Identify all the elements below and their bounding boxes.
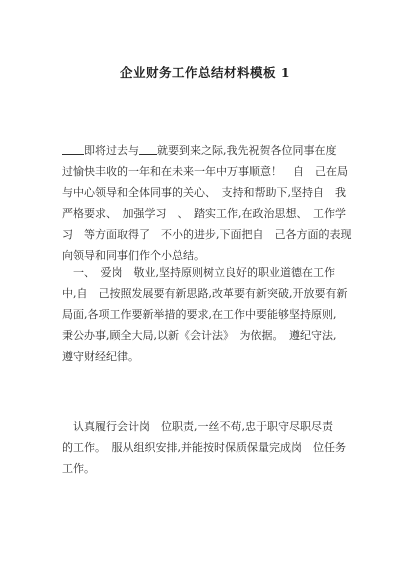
paragraph-line-3: 与中心领导和全体同事的关心、 支持和帮助下,坚持自 我: [62, 186, 346, 199]
paragraph-line-4: 秉公办事,顾全大局,以新《会计法》 为依据。 遵纪守法,: [62, 329, 337, 342]
paragraph-line-2: 中,自 己按照发展要有新思路,改革要有新突破,开放要有新: [62, 287, 348, 300]
paragraph-line-1: 一、 爱岗 敬业,坚持原则树立良好的职业道德在工作: [62, 266, 335, 279]
line-text: 就要到来之际,我先祝贺各位同事在度: [157, 144, 337, 157]
paragraph-line-6: 向领导和同事们作个小总结。: [62, 249, 205, 262]
paragraph-section-one: [62, 262, 362, 367]
fill-in-blank: [62, 142, 84, 155]
paragraph-line-4: 严格要求、 加强学习 、 踏实工作,在政治思想、 工作学: [62, 207, 346, 220]
paragraph-line-5: 遵守财经纪律。: [62, 350, 139, 363]
paragraph-line-5: 习 等方面取得了 不小的进步,下面把自 己各方面的表现: [62, 228, 352, 241]
document-title: 企业财务工作总结材料模板 1: [119, 65, 291, 80]
fill-in-blank: [139, 142, 157, 155]
paragraph-line-3: 局面,各项工作要新举措的要求,在工作中要能够坚持原则,: [62, 308, 337, 321]
line-text: 即将过去与: [84, 144, 139, 157]
paragraph-intro: [62, 140, 362, 266]
paragraph-line-2: 过愉快丰收的一年和在未来一年中万事顺意！ 自 己在局: [62, 165, 348, 178]
paragraph-line-3: 工作。: [62, 462, 95, 475]
paragraph-line-1: 认真履行会计岗 位职责,一丝不苟,忠于职守尽职尽责: [62, 420, 333, 433]
paragraph-line-2: 的工作。 服从组织安排,并能按时保质保量完成岗 位任务: [62, 441, 346, 454]
paragraph-duties: [62, 416, 362, 479]
paragraph-line-1: [62, 140, 362, 161]
